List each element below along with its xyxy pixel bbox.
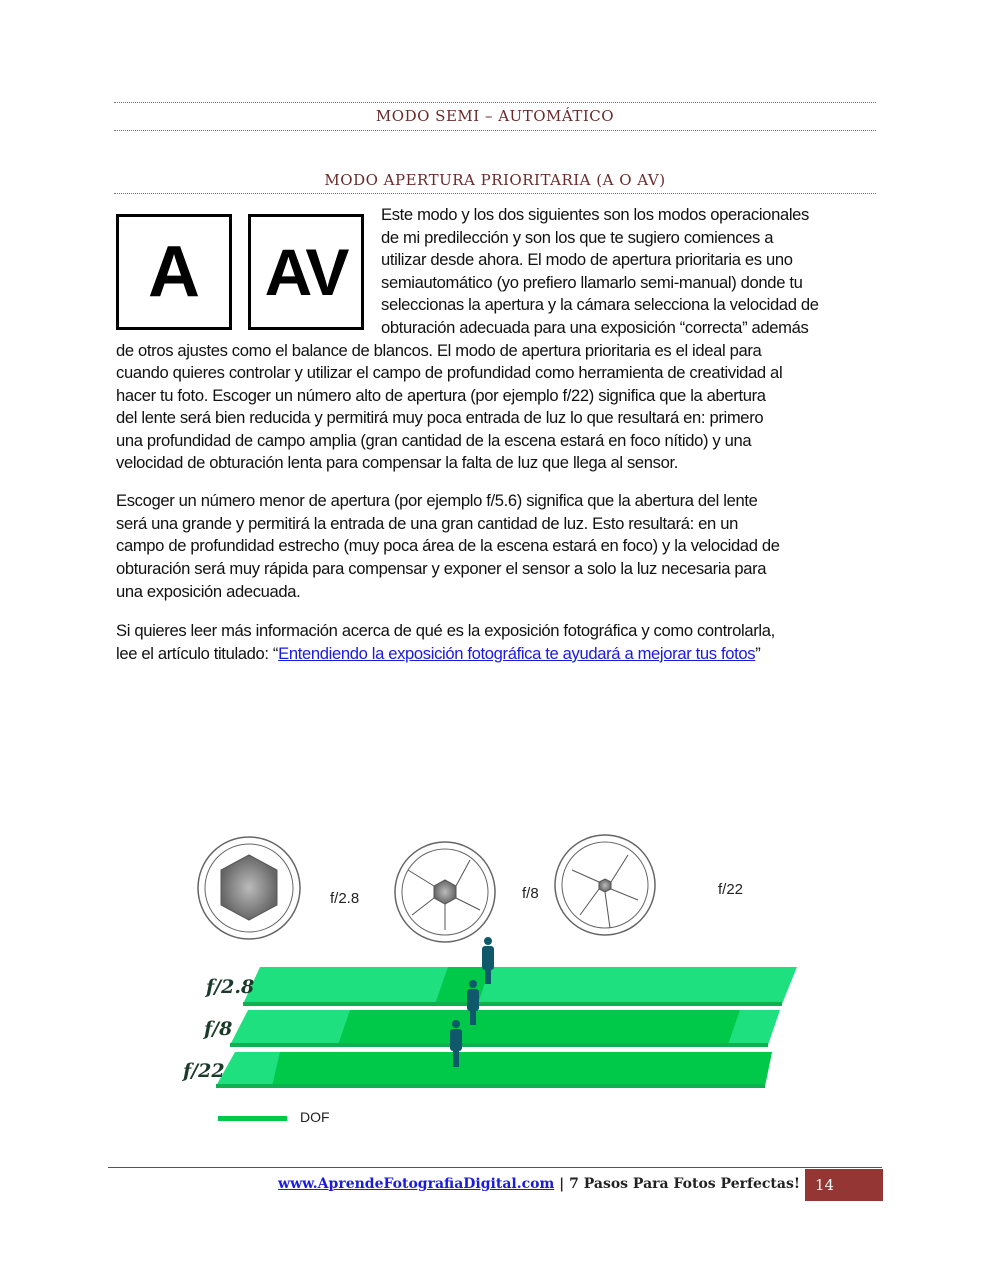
p1-line: utilizar desde ahora. El modo de apertura prioritaria es uno [381,250,793,269]
p1-line: hacer tu foto. Escoger un número alto de apertura (por ejemplo f/22) significa que la abertura [116,386,766,405]
p2-line: obturación será muy rápida para compensar y exponer el sensor a solo la luz necesaria para [116,559,767,578]
text: lee el artículo titulado: “ [116,644,279,663]
subsection-title: MODO APERTURA PRIORITARIA (A O AV) [324,171,666,189]
p1-line: de otros ajustes como el balance de blancos. El modo de apertura prioritaria es el ideal para [116,341,762,360]
dof-legend-label: DOF [300,1109,330,1125]
aperture-mode-av-icon: AV [248,214,364,330]
divider [114,102,876,103]
aperture-wide-icon [198,837,300,939]
row-label: f/2.8 [206,976,255,998]
dof-legend-swatch [218,1116,287,1121]
depth-of-field-diagram [180,830,810,1130]
page-number: 14 [805,1169,883,1201]
p1-line: cuando quieres controlar y utilizar el campo de profundidad como herramienta de creatividad al [116,363,783,382]
dof-band-f22 [216,1052,772,1088]
aperture-label: f/22 [718,881,744,898]
p1-line: semiautomático (yo prefiero llamarlo semi-manual) donde tu [381,273,803,292]
aperture-medium-icon [395,842,495,942]
footer-divider [108,1167,882,1168]
p2-line: Escoger un número menor de apertura (por ejemplo f/5.6) significa que la abertura del lente [116,491,758,510]
separator: | [554,1176,570,1192]
paragraph-3-line [116,644,760,664]
p2-line: una exposición adecuada. [116,582,301,601]
article-link[interactable]: Entendiendo la exposición fotográfica te ayudará a mejorar tus fotos [278,644,756,663]
p1-line: seleccionas la apertura y la cámara selecciona la velocidad de [381,295,819,314]
section-title: MODO SEMI – AUTOMÁTICO [375,107,615,125]
footer-text [278,1176,800,1192]
website-link[interactable]: www.AprendeFotografiaDigital.com [278,1176,555,1192]
p1-line: obturación adecuada para una exposición “correcta” además [381,318,809,337]
p1-line: del lente será bien reducida y permitirá muy poca entrada de luz lo que resultará en: primero [116,408,764,427]
p1-line: Este modo y los dos siguientes son los modos operacionales [381,205,809,224]
dof-band-f2-8 [243,967,797,1006]
divider [114,193,876,194]
aperture-label: f/2.8 [330,890,360,907]
paragraph-3-line: Si quieres leer más información acerca de qué es la exposición fotográfica y como controlarla, [116,621,775,640]
text: ” [755,644,761,663]
p2-line: campo de profundidad estrecho (muy poca área de la escena estará en foco) y la velocidad de [116,536,780,555]
aperture-small-icon [555,835,655,935]
p1-line: una profundidad de campo amplia (gran cantidad de la escena estará en foco nítido) y una [116,431,752,450]
p1-line: de mi predilección y son los que te sugiero comiences a [381,228,774,247]
aperture-mode-a-icon: A [116,214,232,330]
row-label: f/8 [204,1018,233,1040]
divider [114,130,876,131]
p2-line: será una grande y permitirá la entrada de una gran cantidad de luz. Esto resultará: en un [116,514,738,533]
dof-band-f8 [230,1010,780,1047]
book-title: 7 Pasos Para Fotos Perfectas! [569,1176,800,1192]
row-label: f/22 [183,1060,225,1082]
p1-line: velocidad de obturación lenta para compensar la falta de luz que llega al sensor. [116,453,679,472]
aperture-label: f/8 [522,885,539,902]
